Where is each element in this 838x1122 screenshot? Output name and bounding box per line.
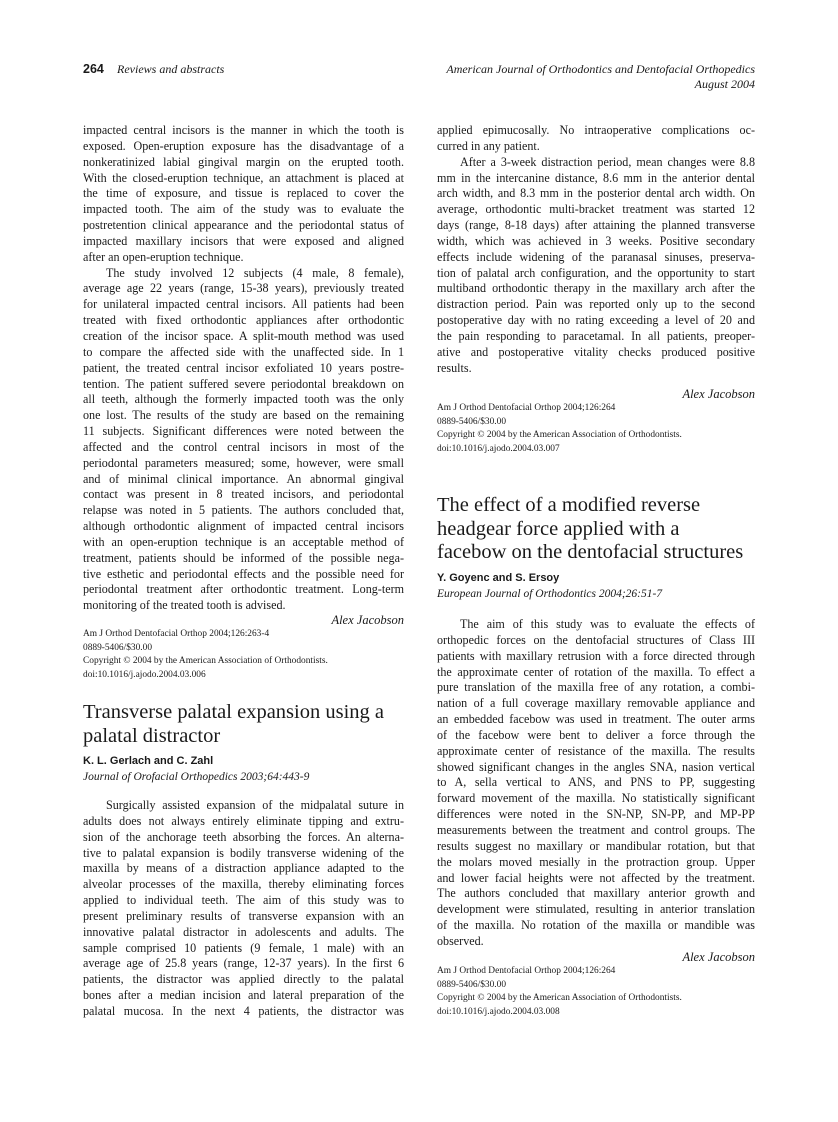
- title-line: headgear force applied with a: [437, 517, 680, 540]
- article2-authors: K. L. Gerlach and C. Zahl: [83, 755, 214, 767]
- text-line: Surgically assisted expansion of the midpalatal suture in: [106, 798, 404, 812]
- text-line: The study involved 12 subjects (4 male, 8 female),: [106, 265, 404, 280]
- paragraph: [83, 123, 404, 266]
- issue-date: August 2004: [694, 77, 755, 91]
- text-line: periodontal parameters measured; some, however, were small: [83, 455, 404, 470]
- text-line: the time of exposure, and tissue is replaced to cover the: [83, 186, 404, 201]
- text-line: affected and the control central incisors in most of the: [83, 439, 404, 454]
- text-line: observed.: [437, 933, 484, 948]
- text-line: to A, sella vertical to ANS, and PNS to PP, suggesting: [437, 775, 755, 790]
- text-line: measurements between the treatment and control groups. The: [437, 822, 755, 837]
- citation-line: 0889-5406/$30.00: [437, 979, 507, 990]
- text-line: average age 22 years (range, 15-38 years), previously treated: [83, 281, 404, 296]
- text-line: days (range, 8-18 days) after attaining the planned transverse: [437, 218, 755, 233]
- text-line: of the facebow were bent to deliver a force through the: [437, 727, 755, 742]
- citation-line: Copyright © 2004 by the American Association of Orthodontists.: [83, 656, 328, 666]
- title-line: Transverse palatal expansion using a: [83, 701, 384, 723]
- text-line: average, orthodontic multi-bracket treatment was started 12: [437, 202, 755, 217]
- text-line: sion of the anchorage teeth absorbing the forces. An alterna-: [83, 829, 404, 844]
- text-line: showed significant changes in the angles SNA, nasion vertical: [437, 759, 755, 774]
- citation-line: 0889-5406/$30.00: [437, 416, 507, 427]
- article2-citation: [437, 402, 682, 456]
- article2-title: [83, 701, 384, 748]
- text-line: average age of 25.8 years (range, 12-37 years). In the first 6: [83, 956, 404, 971]
- section-name: Reviews and abstracts: [117, 62, 225, 76]
- citation-line: doi:10.1016/j.ajodo.2004.03.007: [437, 443, 560, 454]
- title-line: The effect of a modified reverse: [437, 494, 701, 516]
- text-line: after an open-eruption technique.: [83, 249, 244, 264]
- citation-line: Copyright © 2004 by the American Association of Orthodontists.: [437, 993, 682, 1003]
- article1-body: [83, 123, 404, 614]
- text-line: tive esthetic and periodontal effects and the possible need for: [83, 566, 404, 581]
- title-line: palatal distractor: [83, 724, 221, 747]
- text-line: nonkeratinized labial gingival margin on the erupted tooth.: [83, 154, 404, 169]
- text-line: bones after a median incision and lateral preparation of the: [83, 988, 404, 1003]
- text-line: contact was present in 8 treated incisors, and periodontal: [83, 487, 404, 502]
- text-line: impacted maxillary incisors that were exposed and aligned: [83, 233, 404, 248]
- text-line: although orthodontic alignment of impacted central incisors: [83, 519, 404, 534]
- citation-line: 0889-5406/$30.00: [83, 642, 153, 653]
- text-line: maxilla by means of a distraction appliance adapted to the: [83, 861, 404, 876]
- paragraph: [437, 155, 755, 377]
- text-line: differences were noted in the SN-NP, SN-PP, and MP-PP: [437, 807, 755, 822]
- paragraph: [83, 266, 404, 615]
- text-line: monitoring of the treated tooth is advised.: [83, 598, 286, 613]
- text-line: The aim of this study was to evaluate the effects of: [460, 617, 755, 631]
- paragraph: [83, 798, 404, 1020]
- text-line: forward movement of the maxilla. No statistically significant: [437, 791, 755, 806]
- text-line: the pain responding to paracetamal. In all patients, preoper-: [437, 328, 755, 343]
- text-line: distraction period. Pain was reported only up to the second: [437, 297, 755, 312]
- citation-line: Copyright © 2004 by the American Association of Orthodontists.: [437, 430, 682, 440]
- text-line: development were stimulated, resulting in anterior translation: [437, 902, 755, 917]
- text-line: alveolar processes of the maxilla, thereby eliminating forces: [83, 877, 404, 892]
- text-line: for unilateral impacted central incisors. All patients had been: [83, 297, 404, 312]
- text-line: 11 subjects. Significant differences were noted between the: [83, 424, 404, 439]
- text-line: sample comprised 10 patients (9 female, 1 male) with an: [83, 940, 404, 955]
- text-line: effects include widening of the paranasal sinuses, preserva-: [437, 249, 755, 264]
- journal-header: American Journal of Orthodontics and Dentofacial Orthopedics: [446, 62, 755, 76]
- paragraph: [437, 123, 755, 155]
- text-line: nation of a full coverage maxillary removable appliance and: [437, 696, 755, 711]
- citation-line: Am J Orthod Dentofacial Orthop 2004;126:264: [437, 966, 616, 976]
- title-line: facebow on the dentofacial structures: [437, 541, 744, 563]
- text-line: all teeth, although the formerly impacted tooth was the only: [83, 392, 404, 407]
- text-line: of the maxilla. No rotation of the maxilla or mandible was: [437, 918, 755, 933]
- text-line: After a 3-week distraction period, mean changes were 8.8: [460, 154, 755, 169]
- text-line: The authors concluded that maxillary anterior growth and: [437, 886, 755, 901]
- text-line: width, which was achieved in 3 weeks. Positive secondary: [437, 233, 755, 248]
- text-line: creation of the incisor space. A split-mouth method was used: [83, 328, 404, 343]
- text-line: the approximate center of rotation of the maxilla. To effect a: [437, 664, 755, 679]
- text-line: patients, the distractor was applied directly to the palatal: [83, 972, 404, 987]
- text-line: ative and postoperative vitality checks produced positive: [437, 344, 755, 359]
- text-line: postoperative day with no rating exceeding a level of 20 and: [437, 313, 755, 328]
- text-line: the molars moved mesially in the protraction group. Upper: [437, 854, 755, 869]
- text-line: postretention clinical appearance and the periodontal status of: [83, 218, 404, 233]
- text-line: applied epimucosally. No intraoperative complications oc-: [437, 123, 755, 137]
- text-line: curred in any patient.: [437, 138, 540, 153]
- text-line: periodontal treatment after orthodontic treatment. Long-term: [83, 582, 404, 597]
- text-line: relapse was noted in 5 patients. The authors concluded that,: [83, 503, 404, 518]
- text-line: With the closed-eruption technique, an attachment is placed at: [83, 170, 404, 185]
- text-line: tion of palatal arch configuration, and the opportunity to start: [437, 265, 755, 280]
- text-line: multiband orthodontic therapy in the maxillary arch after the: [437, 281, 755, 296]
- text-line: pure translation of the maxilla free of any rotation, a combi-: [437, 680, 755, 695]
- text-line: patient, the treated central incisor exfoliated 10 years postre-: [83, 360, 404, 375]
- article2-body-right: [437, 123, 755, 377]
- text-line: with an open-eruption technique is an acceptable method of: [83, 534, 404, 549]
- text-line: to compare the affected side with the unaffected side. In 1: [83, 344, 404, 359]
- text-line: impacted central incisors is the manner in which the tooth is: [83, 123, 404, 137]
- text-line: tive to palatal expansion is bodily transverse widening of the: [83, 845, 404, 860]
- article2-journal: Journal of Orofacial Orthopedics 2003;64:443-9: [83, 771, 310, 783]
- article1-signature: Alex Jacobson: [331, 613, 404, 627]
- paragraph: [437, 617, 755, 950]
- article3-title: [437, 494, 743, 565]
- text-line: palatal mucosa. In the next 4 patients, the distractor was: [83, 1003, 404, 1018]
- citation-line: doi:10.1016/j.ajodo.2004.03.008: [437, 1006, 560, 1017]
- text-line: and lower facial heights were not affected by the treatment.: [437, 870, 755, 885]
- article3-journal: European Journal of Orthodontics 2004;26:51-7: [437, 588, 663, 600]
- article1-citation: [83, 628, 328, 682]
- text-line: present preliminary results of transverse expansion with an: [83, 908, 404, 923]
- text-line: adults does not always entirely eliminate tipping and extru-: [83, 813, 404, 828]
- text-line: and of minimal clinical importance. An abnormal gingival: [83, 471, 404, 486]
- citation-line: doi:10.1016/j.ajodo.2004.03.006: [83, 669, 206, 680]
- citation-line: Am J Orthod Dentofacial Orthop 2004;126:263-4: [83, 629, 270, 639]
- text-line: treatment, patients should be informed of the possible nega-: [83, 550, 404, 565]
- article3-body: [437, 617, 755, 950]
- citation-line: Am J Orthod Dentofacial Orthop 2004;126:264: [437, 403, 616, 413]
- text-line: orthopedic forces on the dentofacial structures of Class III: [437, 632, 755, 647]
- article3-signature: Alex Jacobson: [682, 950, 755, 964]
- article2-signature: Alex Jacobson: [682, 387, 755, 401]
- article3-citation: [437, 965, 682, 1019]
- page-number: 264: [83, 62, 104, 76]
- text-line: treated with fixed orthodontic appliances after orthodontic: [83, 313, 404, 328]
- text-line: mm in the intercanine distance, 8.6 mm in the anterior dental: [437, 170, 755, 185]
- text-line: impacted tooth. The aim of the study was to evaluate the: [83, 202, 404, 217]
- text-line: innovative palatal distractor in adolescents and adults. The: [83, 924, 404, 939]
- text-line: patients with maxillary retrusion with a force directed through: [437, 648, 755, 663]
- text-line: tention. The patient suffered severe periodontal breakdown on: [83, 376, 404, 391]
- text-line: results suggest no maxillary or mandibular rotation, but that: [437, 838, 755, 853]
- text-line: arch width, and 8.3 mm in the posterior dental arch width. On: [437, 186, 755, 201]
- text-line: one lost. The results of the study are based on the remaining: [83, 408, 404, 423]
- text-line: results.: [437, 360, 472, 375]
- article2-body-left: [83, 798, 404, 1020]
- text-line: applied to individual teeth. The aim of this study was to: [83, 893, 404, 908]
- text-line: an embedded facebow was used in treatment. The outer arms: [437, 712, 755, 727]
- text-line: approximate center of resistance of the maxilla. The results: [437, 743, 755, 758]
- article3-authors: Y. Goyenc and S. Ersoy: [437, 572, 560, 584]
- text-line: exposed. Open-eruption exposure has the disadvantage of a: [83, 138, 404, 153]
